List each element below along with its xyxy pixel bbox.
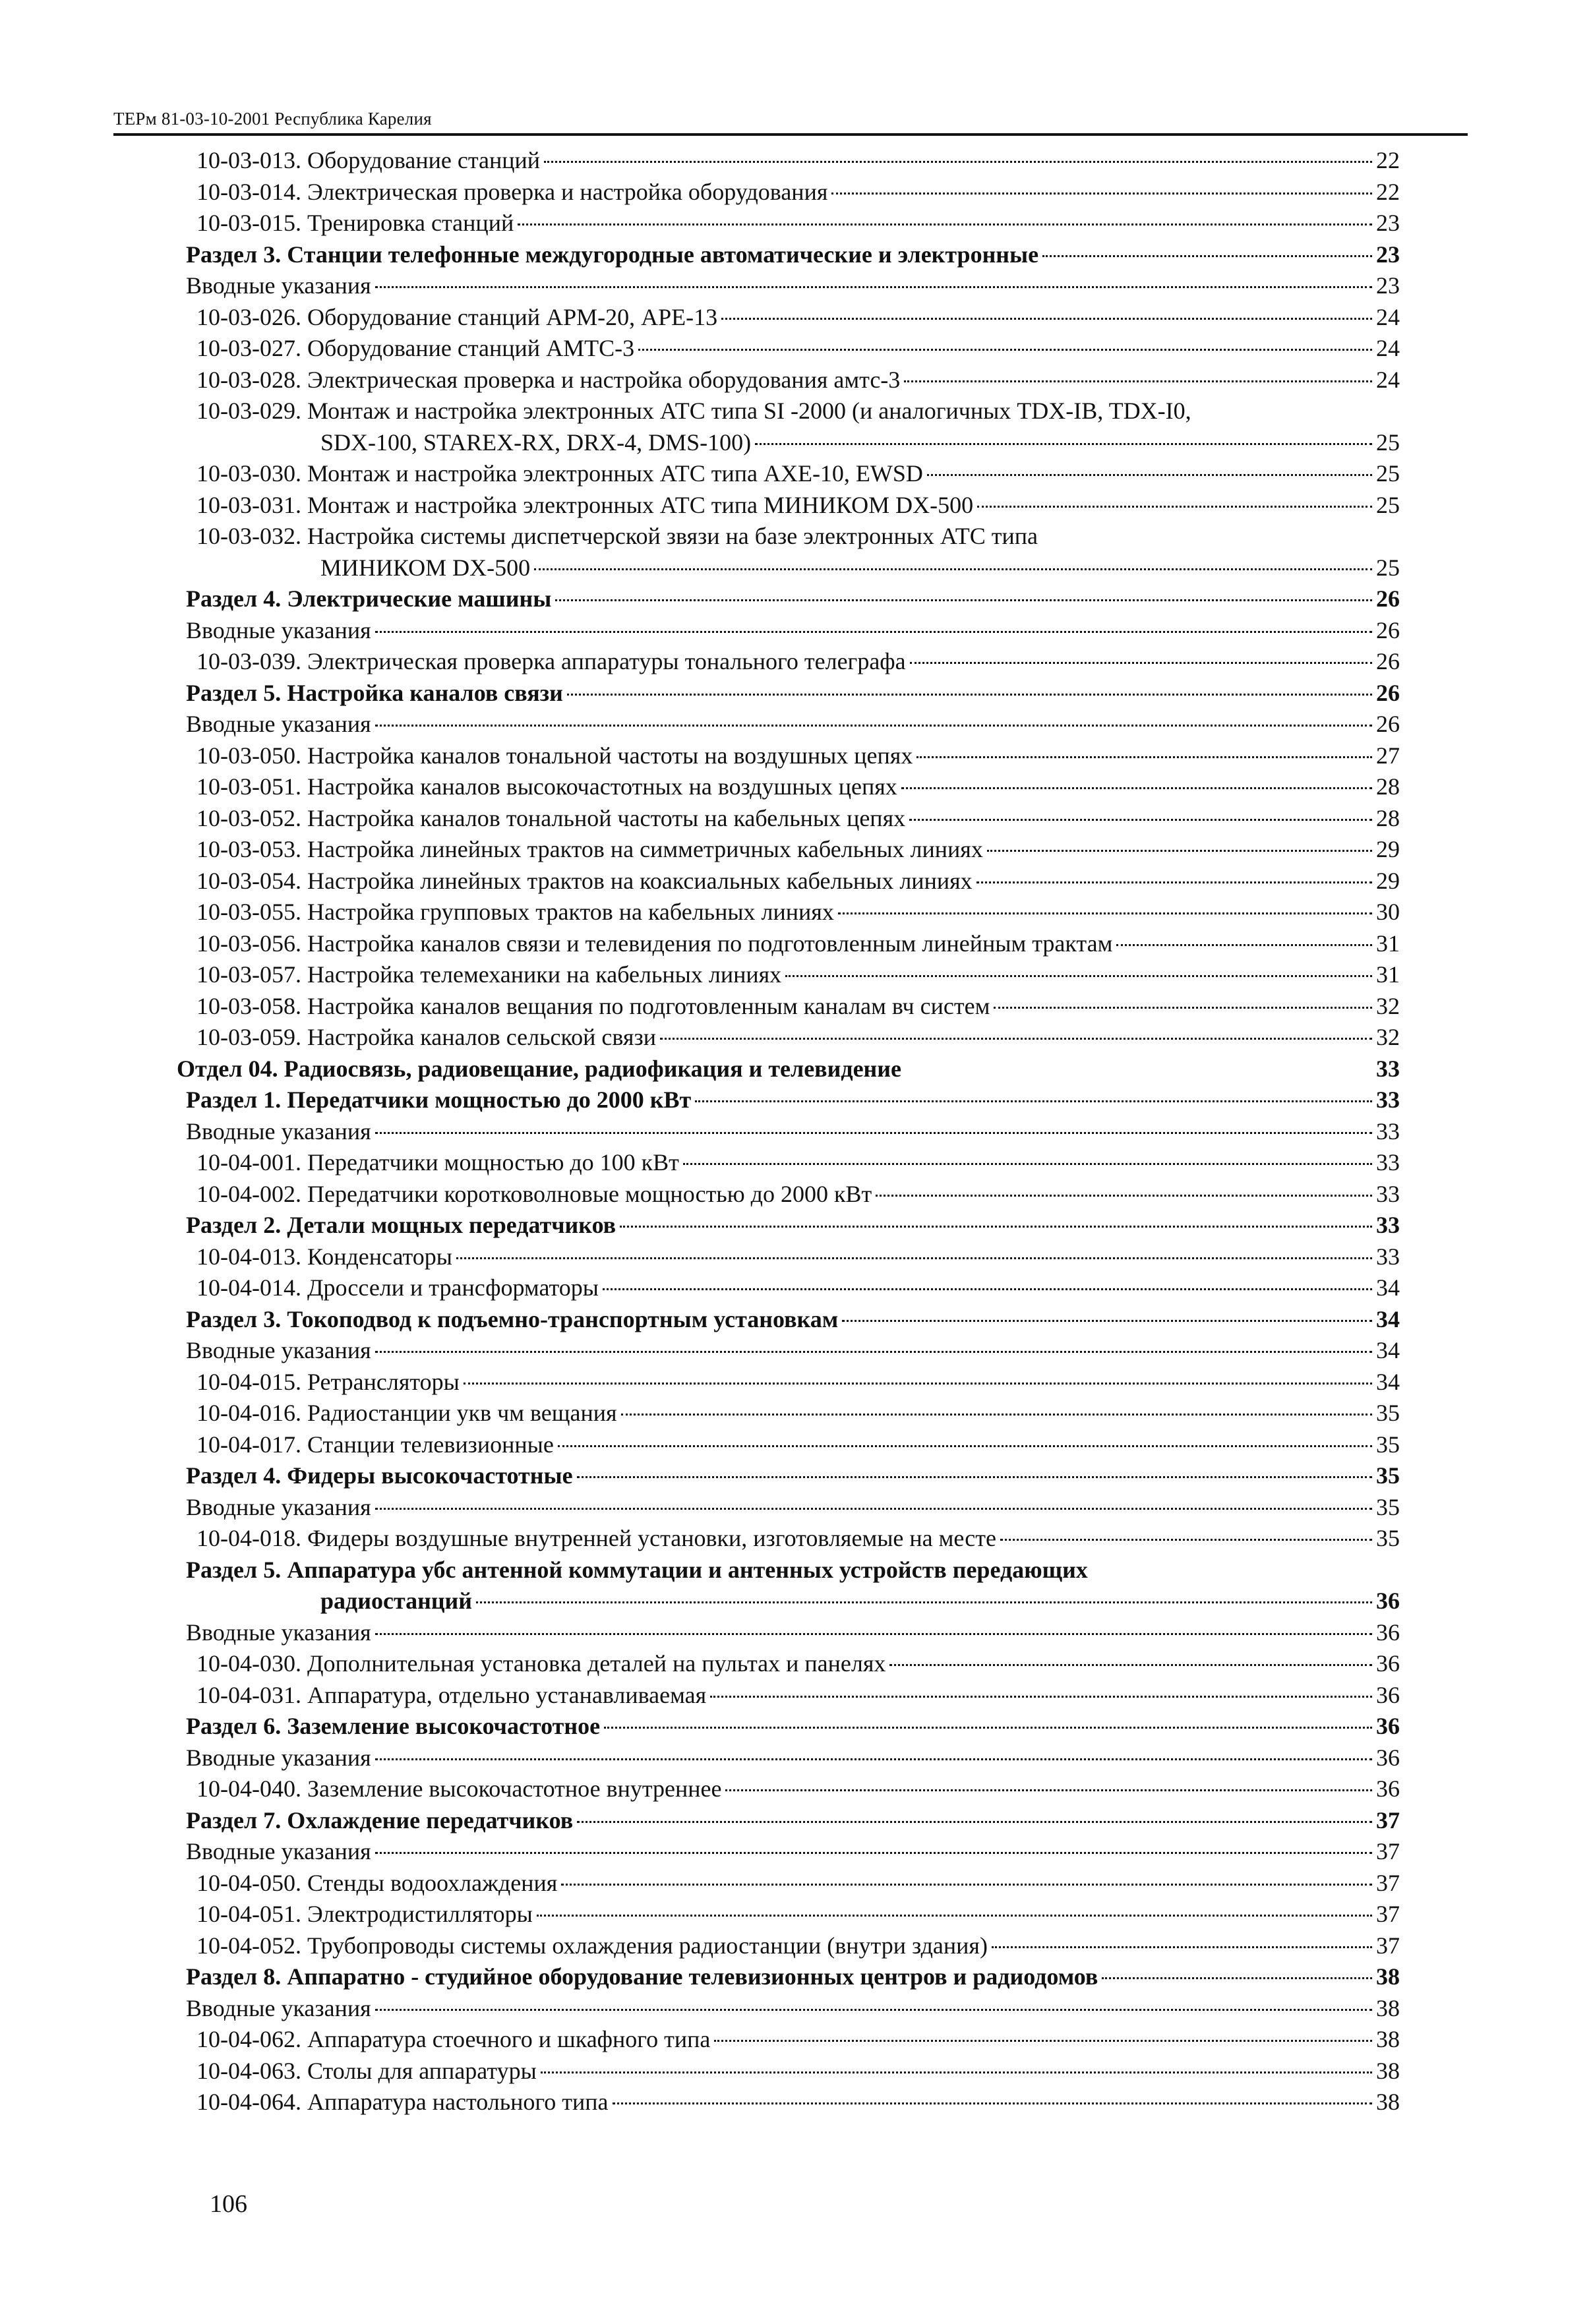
toc-entry-page: 22	[1376, 147, 1400, 173]
toc-entry	[186, 1743, 1400, 1773]
toc-entry-title: 10-04-018. Фидеры воздушные внутренней установки, изготовляемые на месте	[196, 1525, 996, 1551]
toc-entry	[196, 458, 1400, 489]
toc-entry	[196, 396, 1400, 427]
toc-entry-title: 10-04-002. Передатчики коротковолновые мощностью до 2000 кВт	[196, 1180, 872, 1207]
toc-dot-leader	[976, 881, 1372, 883]
toc-entry-page: 36	[1376, 1681, 1400, 1708]
toc-entry-page: 26	[1376, 616, 1400, 643]
toc-entry-page: 38	[1376, 1994, 1400, 2021]
toc-entry-title: Вводные указания	[186, 1994, 371, 2021]
toc-dot-leader	[1116, 944, 1372, 946]
toc-dot-leader	[558, 1445, 1372, 1447]
toc-entry-title: 10-03-030. Монтаж и настройка электронных АТС типа АХЕ-10, EWSD	[196, 460, 923, 487]
toc-entry-title: 10-03-052. Настройка каналов тональной частоты на кабельных цепях	[196, 804, 906, 831]
toc-entry	[186, 270, 1400, 301]
toc-entry-title: 10-04-031. Аппаратура, отдельно устанавливаемая	[196, 1681, 707, 1708]
toc-entry-page: 34	[1376, 1368, 1400, 1395]
toc-entry-page: 26	[1376, 648, 1400, 674]
toc-entry	[196, 928, 1400, 959]
toc-entry-page: 24	[1376, 335, 1400, 361]
toc-dot-leader	[555, 599, 1372, 601]
running-header: ТЕРм 81-03-10-2001 Республика Карелия	[113, 109, 432, 129]
toc-entry-title: Раздел 6. Заземление высокочастотное	[186, 1713, 601, 1739]
toc-entry	[196, 803, 1400, 834]
toc-dot-leader	[537, 1915, 1372, 1917]
toc-entry-page: 33	[1376, 1117, 1400, 1145]
toc-entry-title: 10-03-054. Настройка линейных трактов на коаксиальных кабельных линиях	[196, 867, 973, 894]
toc-entry-page: 28	[1376, 773, 1400, 800]
toc-dot-leader	[992, 1946, 1372, 1948]
toc-entry-title: 10-04-013. Конденсаторы	[196, 1243, 452, 1270]
toc-entry	[186, 1304, 1400, 1335]
toc-dot-leader	[842, 1320, 1372, 1322]
toc-dot-leader	[375, 1633, 1372, 1635]
toc-dot-leader	[620, 1226, 1372, 1228]
toc-entry	[320, 1586, 1400, 1617]
toc-entry-title: 10-04-040. Заземление высокочастотное внутреннее	[196, 1775, 722, 1802]
header-rule	[113, 133, 1468, 136]
toc-entry	[196, 208, 1400, 239]
toc-entry-title: 10-04-063. Столы для аппаратуры	[196, 2057, 537, 2084]
toc-dot-leader	[785, 975, 1372, 977]
toc-entry-title: 10-03-014. Электрическая проверка и настройка оборудования	[196, 178, 828, 205]
toc-entry-page: 32	[1376, 992, 1400, 1019]
toc-dot-leader	[977, 506, 1372, 508]
toc-entry-page: 35	[1376, 1431, 1400, 1458]
toc-entry	[196, 333, 1400, 364]
toc-entry	[196, 740, 1400, 771]
toc-entry	[196, 646, 1400, 677]
toc-entry-title: Отдел 04. Радиосвязь, радиовещание, радиофикация и телевидение	[177, 1055, 902, 1082]
toc-dot-leader	[375, 1758, 1372, 1760]
toc-dot-leader	[476, 1601, 1372, 1603]
toc-dot-leader	[1042, 255, 1372, 257]
toc-entry	[196, 177, 1400, 208]
toc-entry-title: Раздел 1. Передатчики мощностью до 2000 кВт	[186, 1087, 692, 1113]
toc-dot-leader	[725, 1789, 1372, 1791]
toc-entry	[186, 583, 1400, 614]
toc-dot-leader	[604, 1727, 1372, 1729]
toc-entry-title: SDX-100, STAREX-RX, DRX-4, DMS-100)	[320, 429, 752, 456]
toc-dot-leader	[714, 2040, 1372, 2042]
toc-entry-page: 25	[1376, 491, 1400, 518]
toc-dot-leader	[375, 1351, 1372, 1353]
toc-entry	[196, 771, 1400, 802]
toc-dot-leader	[889, 1664, 1372, 1666]
toc-entry	[186, 1460, 1400, 1491]
toc-dot-leader	[518, 223, 1372, 225]
toc-entry-page: 33	[1376, 1149, 1400, 1176]
toc-entry-title: Раздел 8. Аппаратно - студийное оборудование телевизионных центров и радиодомов	[186, 1963, 1098, 1990]
toc-entry-page: 33	[1376, 1212, 1400, 1238]
toc-entry-title: Вводные указания	[186, 1619, 371, 1646]
toc-dot-leader	[904, 380, 1372, 382]
toc-entry-title: Вводные указания	[186, 1838, 371, 1864]
toc-entry	[196, 1367, 1400, 1398]
toc-entry	[186, 1492, 1400, 1523]
toc-entry-title: 10-04-052. Трубопроводы системы охлаждения радиостанции (внутри здания)	[196, 1932, 988, 1959]
toc-entry-title: 10-03-055. Настройка групповых трактов на кабельных линиях	[196, 899, 834, 925]
toc-entry-page: 35	[1376, 1525, 1400, 1551]
toc-entry-page: 36	[1376, 1650, 1400, 1677]
toc-entry-page: 25	[1376, 460, 1400, 487]
toc-entry	[186, 1085, 1400, 1116]
toc-entry	[186, 1617, 1400, 1648]
toc-entry	[186, 1335, 1400, 1366]
toc-entry-title: 10-03-027. Оборудование станций АМТС-3	[196, 335, 635, 361]
toc-entry	[196, 2087, 1400, 2118]
toc-dot-leader	[1000, 1539, 1372, 1541]
toc-entry-title: 10-03-031. Монтаж и настройка электронных АТС типа МИНИКОМ DX-500	[196, 491, 974, 518]
toc-dot-leader	[613, 2102, 1372, 2104]
toc-entry	[186, 1555, 1400, 1586]
toc-entry	[196, 1648, 1400, 1679]
toc-entry-title: Раздел 7. Охлаждение передатчиков	[186, 1806, 574, 1833]
toc-entry-title: 10-04-014. Дроссели и трансформаторы	[196, 1274, 599, 1301]
toc-entry-title: 10-04-050. Стенды водоохлаждения	[196, 1869, 558, 1896]
toc-entry	[196, 365, 1400, 396]
toc-entry-title: Вводные указания	[186, 1337, 371, 1363]
toc-entry-title: 10-03-026. Оборудование станций АРМ-20, АРЕ-13	[196, 303, 718, 330]
toc-entry-title: 10-03-053. Настройка линейных трактов на симметричных кабельных линиях	[196, 836, 983, 862]
toc-entry-title: 10-03-059. Настройка каналов сельской связи	[196, 1024, 656, 1050]
toc-entry-title: 10-03-051. Настройка каналов высокочастотных на воздушных цепях	[196, 773, 897, 800]
toc-dot-leader	[695, 1100, 1372, 1102]
toc-entry-title: Раздел 5. Настройка каналов связи	[186, 679, 563, 706]
toc-entry-page: 37	[1376, 1838, 1400, 1864]
toc-entry-page: 35	[1376, 1400, 1400, 1426]
toc-entry-page: 23	[1376, 272, 1400, 299]
toc-entry	[186, 709, 1400, 740]
toc-entry-page: 26	[1376, 679, 1400, 706]
toc-dot-leader	[621, 1414, 1372, 1415]
toc-entry-title: 10-03-015. Тренировка станций	[196, 210, 514, 236]
toc-entry	[196, 1147, 1400, 1178]
toc-dot-leader	[375, 2009, 1372, 2011]
toc-entry-page: 35	[1376, 1462, 1400, 1489]
toc-entry	[196, 1241, 1400, 1272]
toc-entry	[186, 1993, 1400, 2024]
toc-dot-leader	[710, 1696, 1372, 1698]
toc-entry-page: 29	[1376, 867, 1400, 894]
toc-entry	[196, 1773, 1400, 1804]
toc-entry-page: 26	[1376, 711, 1400, 737]
toc-dot-leader	[916, 756, 1372, 758]
toc-entry	[186, 1116, 1400, 1147]
toc-dot-leader	[721, 318, 1372, 320]
toc-dot-leader	[660, 1038, 1372, 1040]
toc-entry-page: 36	[1376, 1775, 1400, 1802]
toc-entry	[320, 552, 1400, 583]
toc-entry	[196, 1398, 1400, 1429]
toc-entry-page: 33	[1376, 1055, 1400, 1082]
toc-entry-title: Вводные указания	[186, 272, 371, 299]
toc-entry-title: Раздел 4. Электрические машины	[186, 585, 552, 612]
toc-dot-leader	[910, 662, 1372, 664]
toc-entry-title: 10-03-050. Настройка каналов тональной частоты на воздушных цепях	[196, 742, 913, 769]
toc-entry	[186, 239, 1400, 270]
toc-entry	[196, 1022, 1400, 1053]
toc-dot-leader	[577, 1821, 1372, 1823]
toc-entry-title: 10-04-016. Радиостанции укв чм вещания	[196, 1400, 617, 1426]
toc-dot-leader	[375, 1508, 1372, 1510]
toc-entry-page: 29	[1376, 836, 1400, 862]
toc-entry-page: 36	[1376, 1713, 1400, 1739]
toc-dot-leader	[561, 1884, 1372, 1886]
toc-entry-title: 10-04-015. Ретрансляторы	[196, 1368, 460, 1395]
toc-dot-leader	[838, 912, 1372, 914]
toc-entry-title: Раздел 4. Фидеры высокочастотные	[186, 1462, 573, 1489]
toc-entry	[186, 1711, 1400, 1742]
toc-entry-page: 26	[1376, 585, 1400, 612]
toc-dot-leader	[567, 694, 1372, 696]
toc-entry	[196, 145, 1400, 176]
toc-entry-page: 23	[1376, 210, 1400, 236]
toc-entry	[196, 521, 1400, 552]
toc-entry-page: 38	[1376, 2026, 1400, 2052]
toc-entry-title: Вводные указания	[186, 1744, 371, 1771]
toc-entry-page: 38	[1376, 2089, 1400, 2115]
toc-entry-title: 10-04-062. Аппаратура стоечного и шкафного типа	[196, 2026, 711, 2052]
toc-entry	[196, 2056, 1400, 2087]
toc-entry	[196, 1680, 1400, 1711]
toc-entry	[196, 1272, 1400, 1303]
toc-entry	[196, 1868, 1400, 1899]
toc-entry-title: 10-04-017. Станции телевизионные	[196, 1431, 554, 1458]
toc-entry-page: 34	[1376, 1337, 1400, 1363]
toc-entry-page: 31	[1376, 961, 1400, 988]
toc-entry	[196, 1429, 1400, 1460]
toc-entry-title: 10-03-039. Электрическая проверка аппаратуры тонального телеграфа	[196, 648, 906, 674]
toc-entry-title: 10-03-013. Оборудование станций	[196, 147, 541, 173]
toc-entry-title: Вводные указания	[186, 616, 371, 643]
toc-entry	[186, 1805, 1400, 1836]
toc-entry-page: 25	[1376, 554, 1400, 581]
toc-entry-title: 10-03-029. Монтаж и настройка электронных АТС типа SI -2000 (и аналогичных TDX-IB, TDX-I0,	[196, 398, 1191, 424]
page-number: 106	[210, 2190, 247, 2218]
toc-dot-leader	[603, 1288, 1372, 1290]
toc-entry-page: 38	[1376, 2057, 1400, 2084]
toc-entry-title: 10-03-057. Настройка телемеханики на кабельных линиях	[196, 961, 782, 988]
toc-entry	[186, 1210, 1400, 1241]
toc-entry-title: 10-03-056. Настройка каналов связи и телевидения по подготовленным линейным трактам	[196, 930, 1113, 957]
toc-entry	[196, 302, 1400, 333]
toc-entry-page: 30	[1376, 899, 1400, 925]
toc-entry-page: 37	[1376, 1901, 1400, 1927]
toc-entry-page: 37	[1376, 1806, 1400, 1833]
toc-entry-page: 34	[1376, 1305, 1400, 1332]
toc-dot-leader	[755, 443, 1372, 445]
toc-dot-leader	[876, 1195, 1372, 1197]
toc-dot-leader	[909, 819, 1372, 821]
toc-dot-leader	[375, 1132, 1372, 1134]
toc-entry-title: Вводные указания	[186, 1493, 371, 1520]
toc-dot-leader	[375, 286, 1372, 288]
toc-dot-leader	[375, 1852, 1372, 1854]
toc-entry-title: 10-03-032. Настройка системы диспетчерской звязи на базе электронных АТС типа	[196, 523, 1038, 549]
toc-dot-leader	[831, 193, 1372, 194]
toc-entry	[196, 1930, 1400, 1961]
toc-dot-leader	[577, 1476, 1372, 1478]
toc-dot-leader	[375, 631, 1372, 633]
toc-entry	[196, 1899, 1400, 1930]
toc-dot-leader	[375, 725, 1372, 727]
toc-dot-leader	[927, 474, 1372, 476]
toc-entry-page: 36	[1376, 1588, 1400, 1614]
toc-entry-title: Раздел 3. Токоподвод к подъемно-транспортным установкам	[186, 1305, 839, 1332]
toc-entry-title: Вводные указания	[186, 711, 371, 737]
toc-entry-page: 34	[1376, 1274, 1400, 1301]
toc-entry-title: Вводные указания	[186, 1117, 371, 1145]
toc-dot-leader	[1102, 1977, 1372, 1979]
toc-entry-title: Раздел 3. Станции телефонные междугородные автоматические и электронные	[186, 241, 1039, 268]
toc-entry-page: 22	[1376, 178, 1400, 205]
toc-entry-title: МИНИКОМ DX-500	[320, 554, 531, 581]
toc-dot-leader	[683, 1163, 1372, 1165]
toc-dot-leader	[534, 568, 1372, 570]
toc-entry-page: 36	[1376, 1744, 1400, 1771]
toc-entry-title: 10-04-030. Дополнительная установка деталей на пультах и панелях	[196, 1650, 886, 1677]
toc-entry-page: 23	[1376, 241, 1400, 268]
toc-entry	[196, 834, 1400, 865]
toc-entry-page: 25	[1376, 429, 1400, 456]
toc-entry	[196, 991, 1400, 1022]
toc-entry-page: 32	[1376, 1024, 1400, 1050]
toc-entry	[186, 1836, 1400, 1867]
toc-entry-page: 38	[1376, 1963, 1400, 1990]
toc-entry-page: 35	[1376, 1493, 1400, 1520]
toc-entry	[186, 615, 1400, 646]
toc-entry	[196, 2024, 1400, 2055]
toc-entry-title: Раздел 5. Аппаратура убс антенной коммутации и антенных устройств передающих	[186, 1556, 1088, 1583]
toc-dot-leader	[464, 1383, 1372, 1385]
toc-entry	[186, 678, 1400, 709]
toc-entry-page: 24	[1376, 366, 1400, 393]
toc-entry	[196, 959, 1400, 990]
toc-entry-page: 37	[1376, 1932, 1400, 1959]
toc-entry	[196, 1179, 1400, 1210]
toc-entry-page: 28	[1376, 804, 1400, 831]
toc-entry-page: 31	[1376, 930, 1400, 957]
toc-dot-leader	[456, 1257, 1372, 1259]
toc-entry-title: Раздел 2. Детали мощных передатчиков	[186, 1212, 616, 1238]
toc-dot-leader	[987, 850, 1372, 852]
toc-entry-title: 10-03-028. Электрическая проверка и настройка оборудования амтс-3	[196, 366, 901, 393]
toc-entry	[196, 866, 1400, 897]
toc-entry-title: 10-04-051. Электродистилляторы	[196, 1901, 533, 1927]
toc-dot-leader	[544, 161, 1372, 163]
toc-entry-title: радиостанций	[320, 1588, 473, 1614]
toc-entry-page: 33	[1376, 1180, 1400, 1207]
toc-entry-page: 27	[1376, 742, 1400, 769]
toc-entry-page: 36	[1376, 1619, 1400, 1646]
toc-entry	[196, 1523, 1400, 1554]
toc-entry-page: 33	[1376, 1087, 1400, 1113]
toc-entry	[196, 897, 1400, 928]
toc-entry-title: 10-04-001. Передатчики мощностью до 100 кВт	[196, 1149, 679, 1176]
toc-entry-page: 33	[1376, 1243, 1400, 1270]
toc-entry	[177, 1054, 1400, 1085]
toc-dot-leader	[541, 2071, 1372, 2073]
toc-dot-leader	[994, 1007, 1372, 1009]
toc-entry	[186, 1961, 1400, 1992]
toc-entry	[196, 490, 1400, 521]
toc-entry-page: 37	[1376, 1869, 1400, 1896]
toc-dot-leader	[901, 787, 1372, 789]
toc-entry-title: 10-04-064. Аппаратура настольного типа	[196, 2089, 609, 2115]
toc-entry	[320, 427, 1400, 458]
toc-entry-title: 10-03-058. Настройка каналов вещания по подготовленным каналам вч систем	[196, 992, 990, 1019]
toc-entry-page: 24	[1376, 303, 1400, 330]
toc-dot-leader	[638, 349, 1372, 351]
